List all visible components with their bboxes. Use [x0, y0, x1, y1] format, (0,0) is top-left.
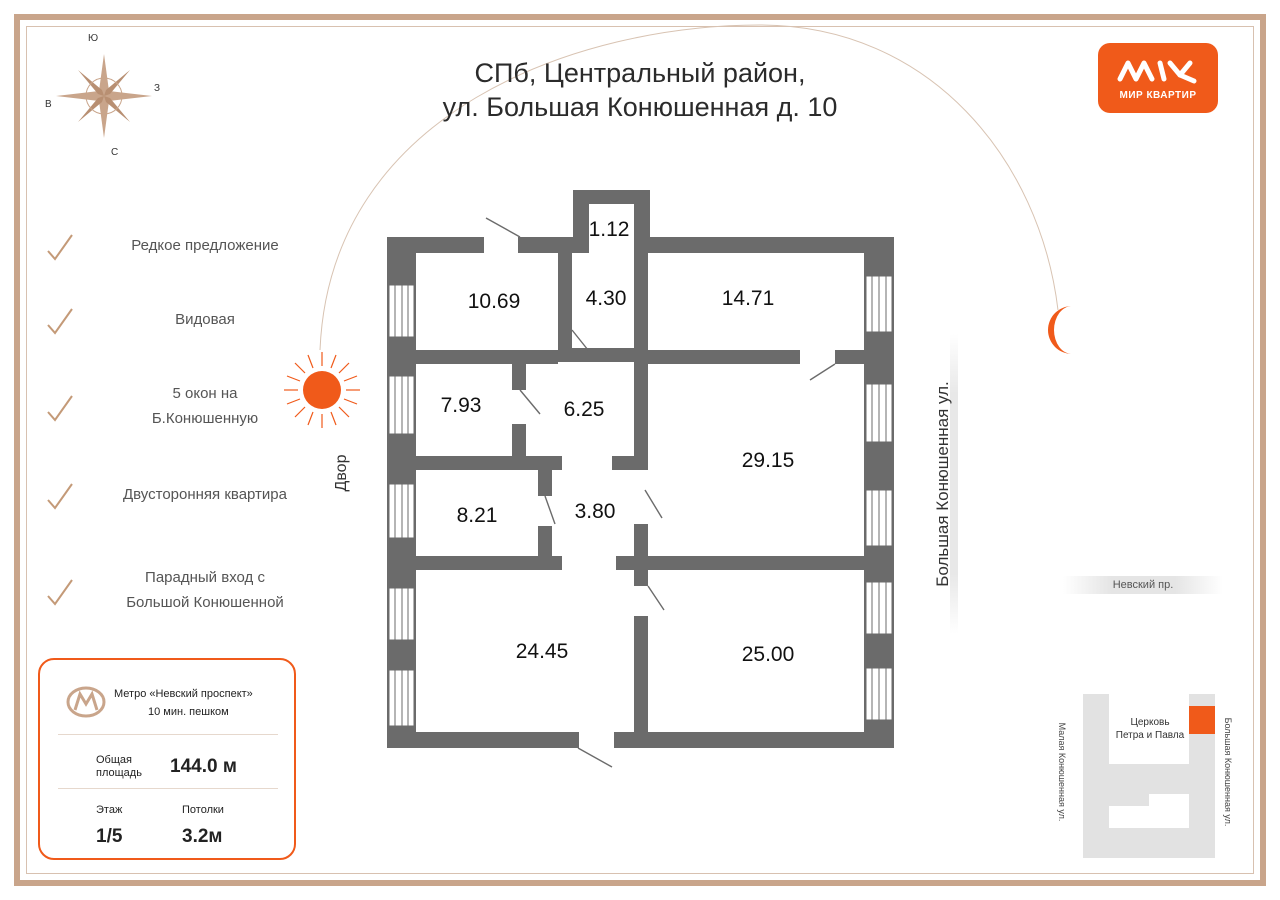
wall — [634, 253, 648, 362]
wall — [512, 364, 526, 390]
wall — [558, 348, 634, 362]
wall — [416, 456, 562, 470]
feature-item: Двусторонняя квартира — [123, 486, 287, 503]
floor-label: Этаж — [96, 804, 123, 816]
room-area-label: 10.69 — [467, 290, 521, 313]
ceiling-label: Потолки — [182, 804, 224, 816]
wall — [538, 526, 552, 556]
title-line-2: ул. Большая Конюшенная д. 10 — [442, 92, 838, 122]
door — [520, 390, 540, 414]
room-area-label: 14.71 — [721, 287, 775, 310]
metro-station: Метро «Невский проспект» — [114, 688, 253, 700]
wall — [616, 556, 864, 570]
logo-text: МИР КВАРТИР — [1119, 90, 1197, 101]
minimap-right-street: Большая Конюшенная ул. — [1223, 717, 1233, 827]
street-label-nevsky: Невский пр. — [1063, 576, 1223, 594]
wall — [634, 362, 648, 470]
feature-item: Редкое предложение — [131, 237, 279, 254]
door — [578, 748, 612, 767]
compass-north-label: Ю — [88, 33, 99, 44]
room-area-label: 1.12 — [588, 218, 630, 241]
area-value: 144.0 м — [170, 756, 237, 777]
room-area-label: 25.00 — [741, 643, 795, 666]
wall — [648, 350, 800, 364]
floor-value: 1/5 — [96, 826, 123, 847]
feature-item: Видовая — [175, 311, 235, 328]
wall — [538, 470, 552, 496]
door — [486, 218, 520, 237]
wall — [634, 616, 648, 732]
wall — [558, 253, 572, 348]
room-area-label: 29.15 — [741, 449, 795, 472]
street-label-main: Большая Конюшенная ул. — [933, 381, 952, 587]
title-line-1: СПб, Центральный район, — [474, 58, 806, 88]
wall — [416, 556, 562, 570]
wall — [387, 732, 579, 748]
minimap-left-street: Малая Конюшенная ул. — [1057, 722, 1067, 822]
yard-label: Двор — [333, 454, 350, 492]
wall — [416, 350, 558, 364]
wall — [634, 237, 894, 253]
wall — [512, 424, 526, 456]
area-label: Общая площадь — [96, 754, 142, 779]
wall — [835, 350, 864, 364]
room-area-label: 24.45 — [515, 640, 569, 663]
room-area-label: 8.21 — [456, 504, 498, 527]
wall — [612, 456, 648, 470]
room-area-label: 7.93 — [440, 394, 482, 417]
room-area-label: 6.25 — [563, 398, 605, 421]
compass-east-label: З — [154, 83, 161, 94]
compass-south-label: С — [111, 147, 119, 158]
door — [572, 330, 588, 350]
compass-west-label: В — [45, 99, 52, 110]
wall — [518, 237, 573, 253]
wall — [614, 732, 894, 748]
door — [810, 364, 835, 380]
ceiling-value: 3.2м — [182, 826, 223, 847]
feature-item: 5 окон на Б.Конюшенную — [151, 385, 259, 427]
door — [648, 586, 664, 610]
room-area-label: 3.80 — [574, 500, 616, 523]
wall — [634, 524, 648, 586]
feature-item: Парадный вход с Большой Конюшенной — [126, 569, 284, 611]
door — [645, 490, 662, 518]
church-label: Церковь Петра и Павла — [1115, 717, 1185, 741]
door — [545, 496, 555, 524]
room-area-label: 4.30 — [585, 287, 627, 310]
metro-walk-time: 10 мин. пешком — [148, 706, 229, 718]
